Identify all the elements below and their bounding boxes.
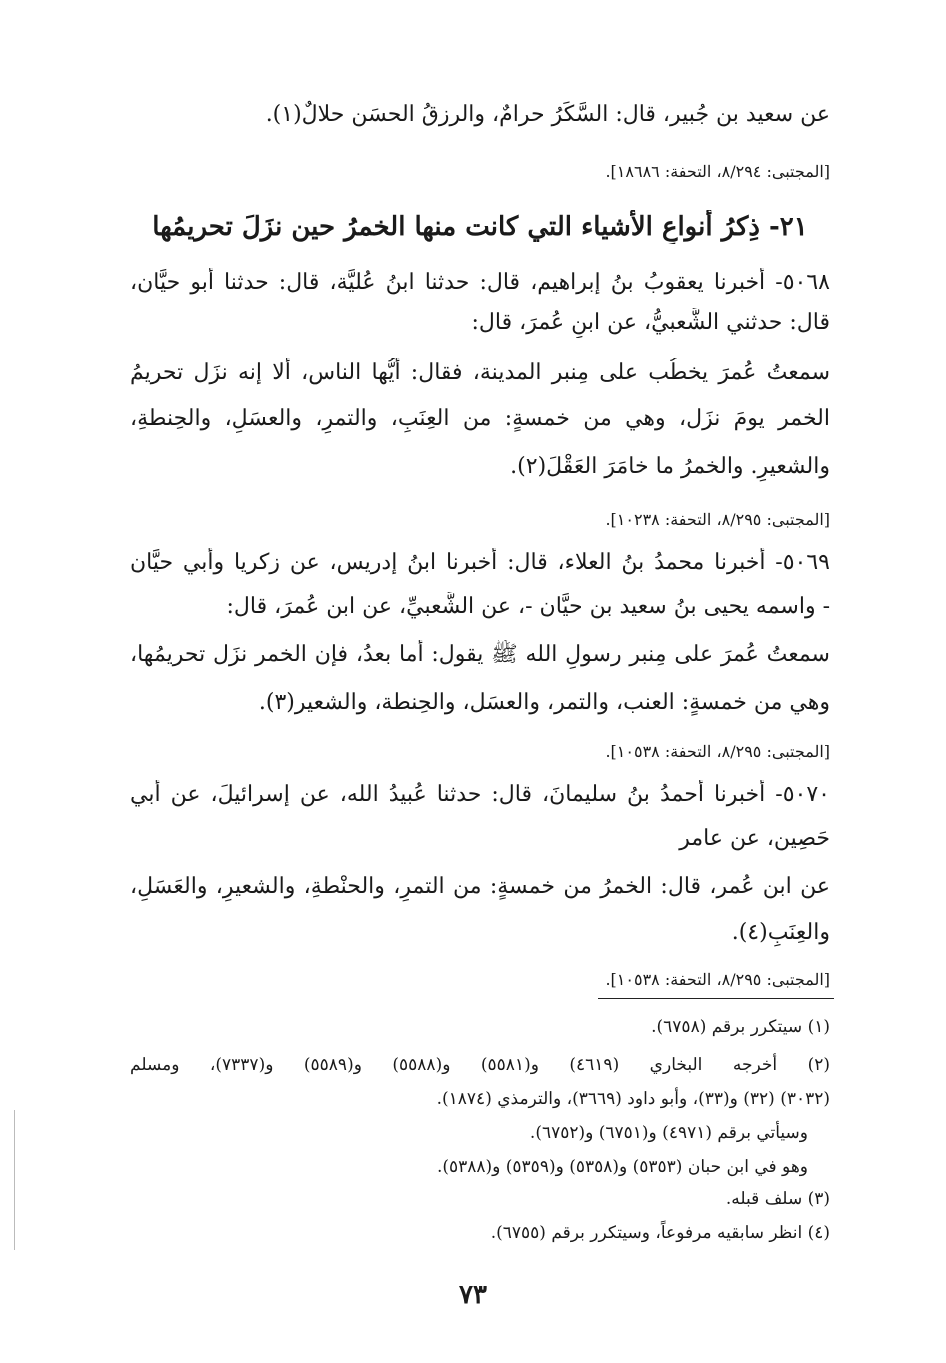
hadith-5070-line-4: والعِنَبِ(٤). — [731, 920, 830, 945]
hadith-5069-line-4: وهي من خمسةٍ: العنب، والتمر، والعسَل، والحِنطة، والشعير(٣). — [258, 690, 830, 715]
footnote-2-line-4: وهو في ابن حبان (٥٣٥٣) و(٥٣٥٨) و(٥٣٥٩) و(٥٣٨٨). — [436, 1157, 808, 1177]
footnote-2-line-2: (٣٠٣٢) (٣٢) و(٣٣)، وأبو داود (٣٦٦٩)، والترمذي (١٨٧٤). — [436, 1089, 830, 1109]
footnote-2-line-1: (٢) أخرجه البخاري (٤٦١٩) و(٥٥٨١) و(٥٥٨٨) و(٥٥٨٩) و(٧٣٣٧)، ومسلم — [130, 1055, 830, 1075]
hadith-5068-line-2: قال: حدثني الشَّعبيُّ، عن ابنِ عُمرَ، قال: — [471, 310, 830, 335]
hadith-5069-line-2: - واسمه يحيى بنُ سعيد بن حيَّان -، عن الشَّعبيِّ، عن ابن عُمرَ، قال: — [226, 594, 830, 619]
hadith-5068-line-1: ٥٠٦٨- أخبرنا يعقوبُ بنُ إبراهيم، قال: حدثنا ابنُ عُليَّة، قال: حدثنا أبو حيَّان، — [130, 270, 830, 295]
footnote-4: (٤) انظر سابقيه مرفوعاً، وسيتكرر برقم (٦٧٥٥). — [490, 1223, 830, 1243]
hadith-5069-line-3: سمعتُ عُمرَ على مِنبر رسولِ الله ﷺ يقول: أما بعدُ، فإن الخمر نزَل تحريمُها، — [130, 642, 830, 667]
hadith-5068-line-3: سمعتُ عُمرَ يخطُب على مِنبر المدينة، فقال: أيُّها الناس، ألا إنه نزَل تحريمُ — [130, 360, 830, 385]
scan-edge-line — [14, 1110, 15, 1250]
footnote-2-line-3: وسيأتي برقم (٤٩٧١) و(٦٧٥١) و(٦٧٥٢). — [529, 1123, 808, 1143]
body-line-1: عن سعيد بن جُبير، قال: السَّكَرُ حرامٌ، والرزقُ الحسَن حلالٌ(١). — [265, 102, 830, 127]
footnote-3: (٣) سلف قبله. — [725, 1189, 830, 1209]
hadith-5069-line-1: ٥٠٦٩- أخبرنا محمدُ بنُ العلاء، قال: أخبرنا ابنُ إدريس، عن زكريا وأبي حيَّان — [130, 550, 830, 575]
reference-3: [المجتبى: ٨/٢٩٥، التحفة: ١٠٥٣٨]. — [605, 742, 830, 761]
hadith-5068-line-5: والشعيرِ. والخمرُ ما خامَرَ العَقْلَ(٢). — [510, 454, 830, 479]
reference-4: [المجتبى: ٨/٢٩٥، التحفة: ١٠٥٣٨]. — [605, 970, 830, 989]
chapter-heading: ٢١- ذِكرُ أنواعِ الأشياء التي كانت منها الخمرُ حين نزَلَ تحريمُها — [152, 212, 808, 242]
footnote-1: (١) سيتكرر برقم (٦٧٥٨). — [651, 1017, 830, 1037]
hadith-5070-line-1: ٥٠٧٠- أخبرنا أحمدُ بنُ سليمانَ، قال: حدثنا عُبيدُ الله، عن إسرائيلَ، عن أبي — [130, 782, 830, 807]
hadith-5070-line-2: حَصِين، عن عامر — [679, 826, 830, 851]
reference-2: [المجتبى: ٨/٢٩٥، التحفة: ١٠٢٣٨]. — [605, 510, 830, 529]
footnote-separator — [598, 998, 834, 999]
reference-1: [المجتبى: ٨/٢٩٤، التحفة: ١٨٦٨٦]. — [605, 162, 830, 181]
page-number: ٧٣ — [459, 1280, 487, 1310]
hadith-5070-line-3: عن ابن عُمر، قال: الخمرُ من خمسةٍ: من التمرِ، والحنْطةِ، والشعيرِ، والعَسَلِ، — [130, 874, 830, 899]
hadith-5068-line-4: الخمر يومَ نزَل، وهي من خمسةٍ: من العِنَبِ، والتمرِ، والعسَلِ، والحِنطةِ، — [130, 406, 830, 431]
